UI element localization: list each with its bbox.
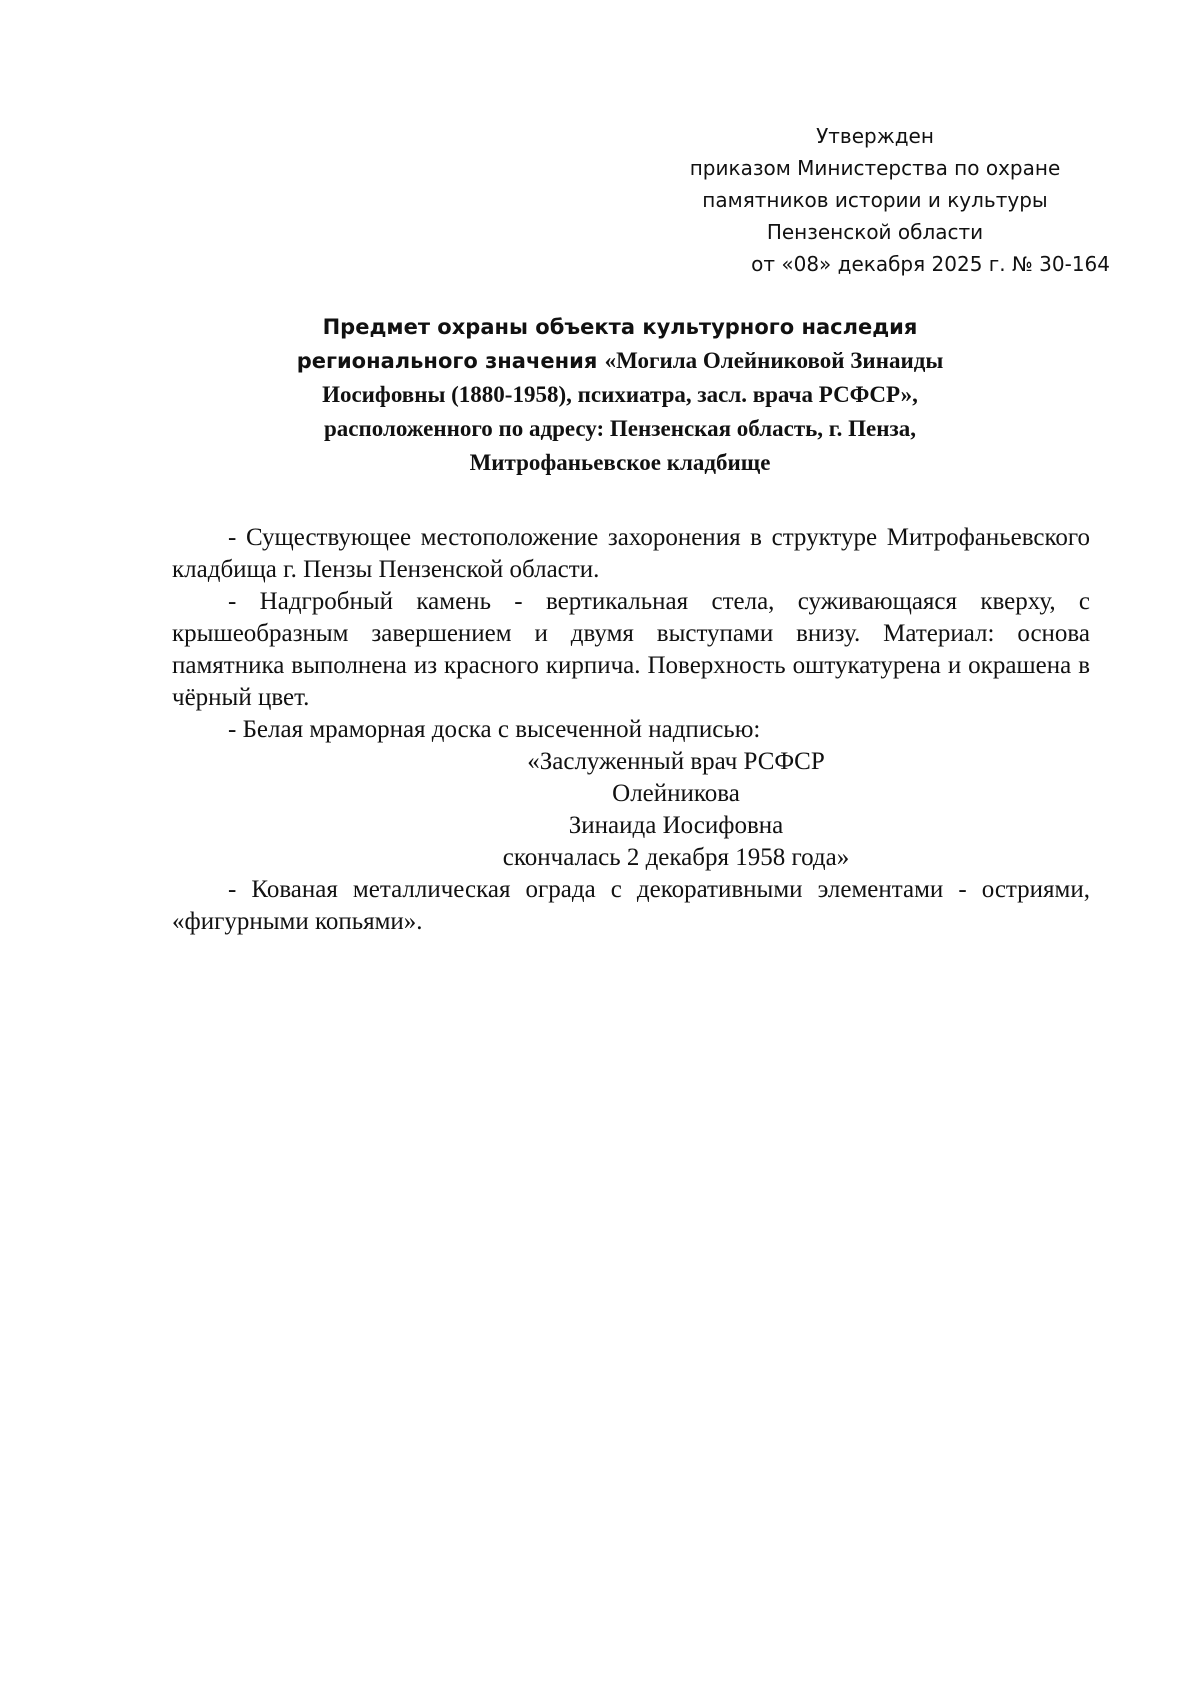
item-wrought-fence: - Кованая металлическая ограда с декоративными элементами - остриями, «фигурными копьями». xyxy=(172,876,1090,935)
plaque-inscription xyxy=(172,746,1090,874)
title-line-4: расположенного по адресу: Пензенская область, г. Пенза, xyxy=(324,416,916,441)
title-line-2-serif: «Могила Олейниковой Зинаиды xyxy=(604,348,944,373)
item-marble-plaque: - Белая мраморная доска с высеченной надписью: xyxy=(228,716,761,743)
protection-subject-list xyxy=(172,522,1090,938)
document-title xyxy=(170,310,1070,480)
title-line-2 xyxy=(170,344,1070,378)
approval-line-region: Пензенской области xyxy=(766,220,984,244)
inscription-line-1: «Заслуженный врач РСФСР xyxy=(527,748,825,775)
inscription-line-4: скончалась 2 декабря 1958 года» xyxy=(502,844,850,871)
approval-line-date-number: от «08» декабря 2025 г. № 30-164 xyxy=(751,252,1110,276)
approval-line-approved: Утвержден xyxy=(816,124,934,148)
title-line-1: Предмет охраны объекта культурного наследия xyxy=(322,315,918,339)
inscription-line-3: Зинаида Иосифовна xyxy=(568,812,784,839)
title-line-3: Иосифовны (1880-1958), психиатра, засл. врача РСФСР», xyxy=(322,382,918,407)
item-burial-location: - Существующее местоположение захоронения в структуре Митрофаньевского кладбища г. Пензы Пензенской области. xyxy=(172,524,1090,583)
approval-line-monuments: памятников истории и культуры xyxy=(702,188,1048,212)
approval-line-order: приказом Министерства по охране xyxy=(689,156,1061,180)
approval-block xyxy=(640,120,1110,280)
title-line-5: Митрофаньевское кладбище xyxy=(469,450,771,475)
item-gravestone: - Надгробный камень - вертикальная стела, суживающаяся кверху, с крышеобразным завершением и двумя выступами внизу. Материал: основа памятника выполнена из красного кирпича. Поверхность оштукатурена и окрашена в чёрный цвет. xyxy=(172,588,1090,711)
inscription-line-2: Олейникова xyxy=(612,780,740,807)
title-line-2-sans: регионального значения xyxy=(296,349,605,373)
